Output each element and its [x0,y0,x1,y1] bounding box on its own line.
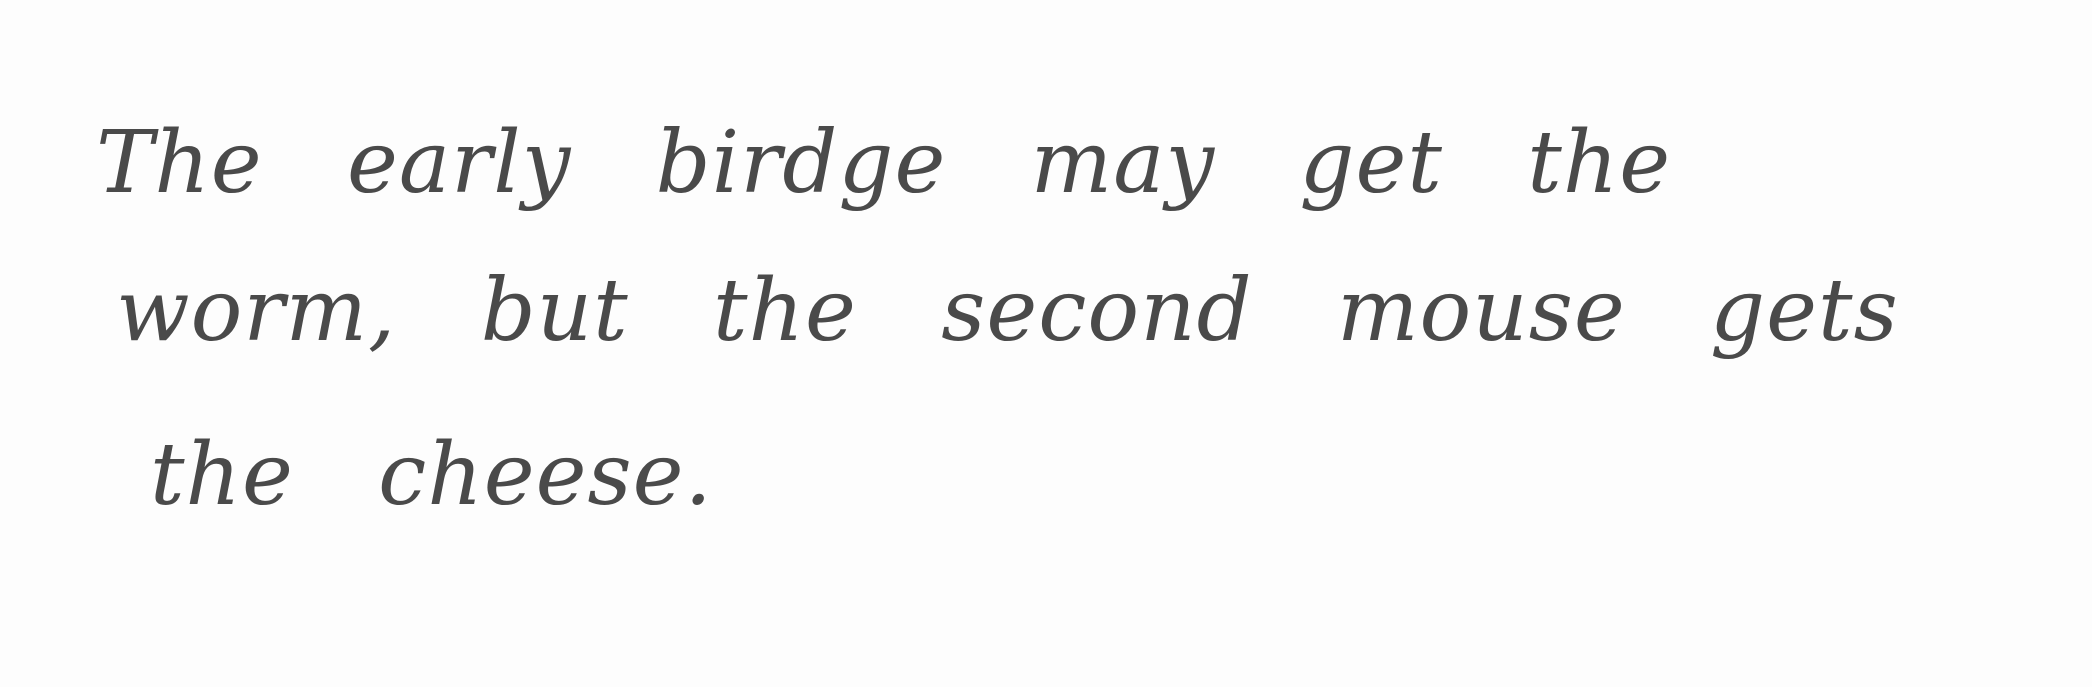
handwritten-line-2: worm, but the second mouse gets [116,261,1899,361]
handwritten-line-1: The early birdge may get the [96,113,1672,213]
handwritten-line-3: the cheese. [150,425,713,525]
